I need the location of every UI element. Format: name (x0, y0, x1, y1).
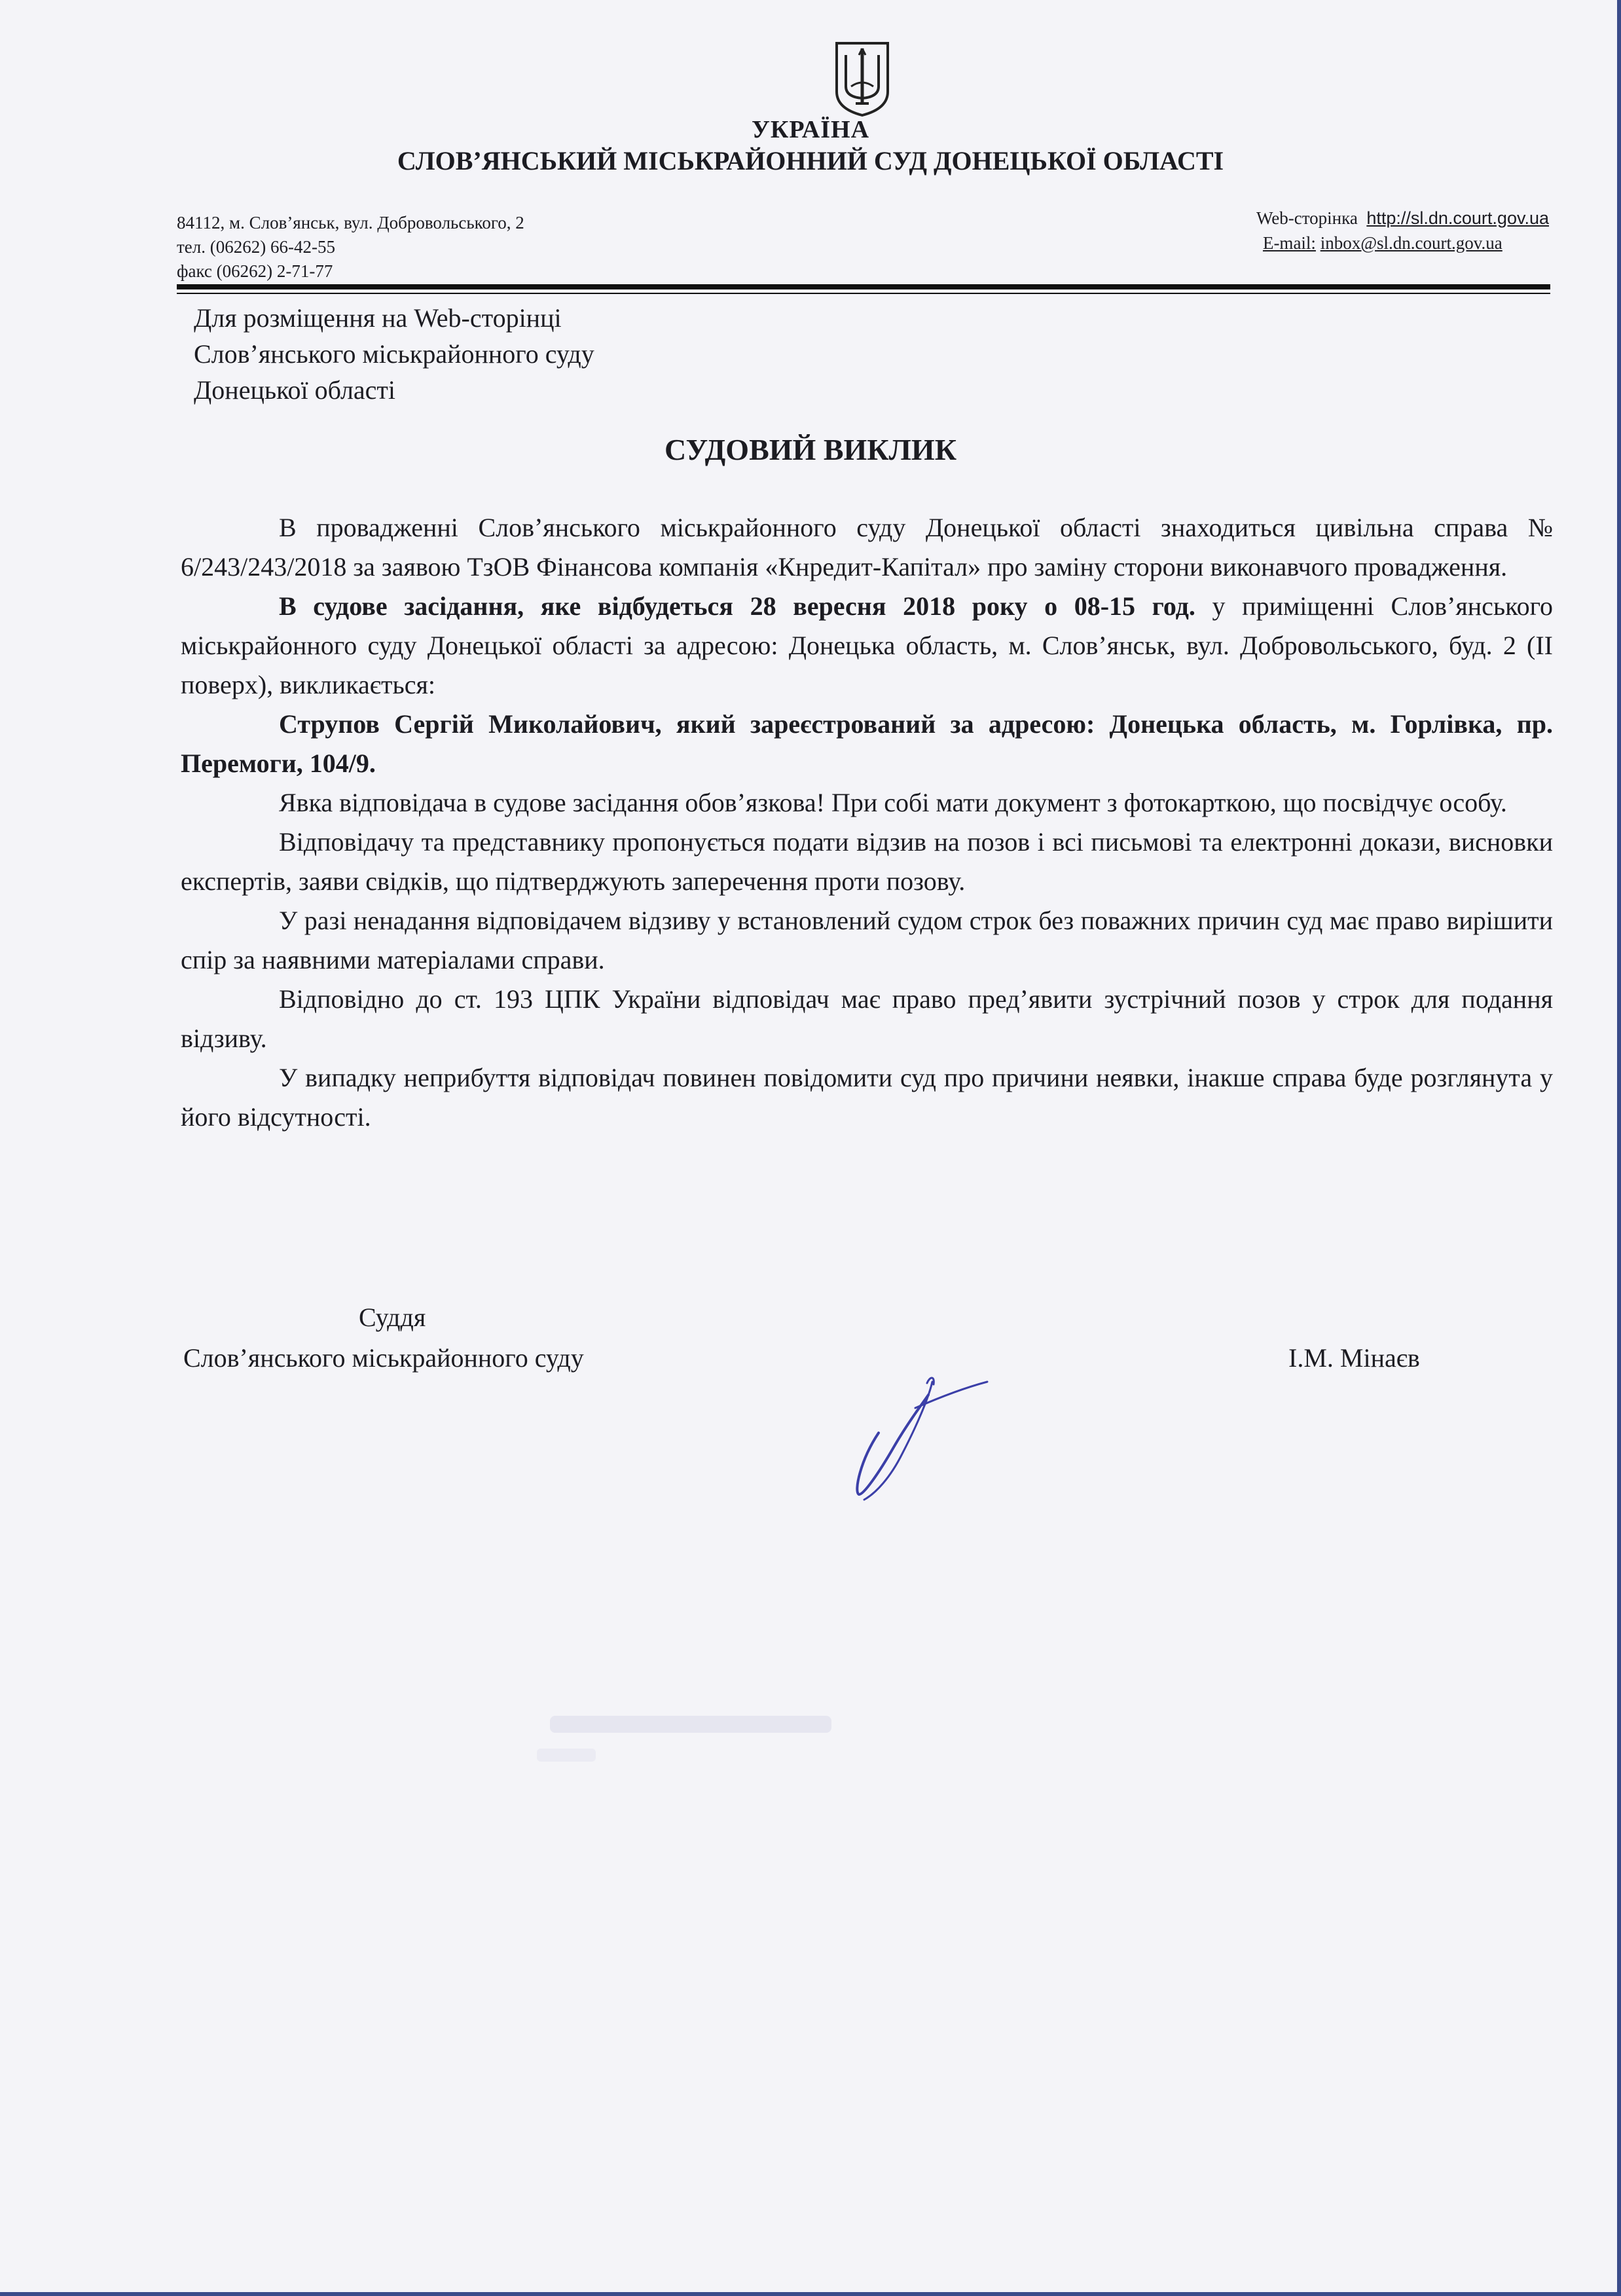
paragraph-response: Відповідачу та представнику пропонується подати відзив на позов і всі письмові та електронні докази, висновки експертів, заяви свідків, що підтверджують заперечення проти позову. (181, 827, 1553, 896)
placement-note (194, 300, 594, 408)
web-link[interactable]: http://sl.dn.court.gov.ua (1366, 208, 1549, 228)
judge-name: І.М. Мінаєв (1288, 1343, 1420, 1373)
placement-line-1: Для розміщення на Web-сторінці (194, 303, 562, 333)
placement-line-2: Слов’янського міськрайонного суду (194, 339, 594, 369)
court-phone: тел. (06262) 66-42-55 (177, 237, 335, 257)
header-divider-thick (177, 284, 1550, 289)
summoned-person-bold: Струпов Сергій Миколайович, який зареєстрований за адресою: Донецька область, м. Горлівка, пр. Перемоги, 104/9. (181, 709, 1553, 778)
email-link[interactable]: inbox@sl.dn.court.gov.ua (1320, 233, 1503, 253)
web-line (1256, 206, 1549, 231)
header-country: УКРАЇНА (751, 116, 870, 143)
scan-edge-right (1617, 0, 1621, 2296)
document-title: СУДОВИЙ ВИКЛИК (664, 433, 957, 466)
paragraph-summoned-person (181, 705, 1553, 783)
court-address: 84112, м. Слов’янськ, вул. Добровольського, 2 (177, 213, 524, 232)
paragraph-case: В провадженні Слов’янського міськрайонного суду Донецької області знаходиться цивільна справа № 6/243/243/2018 за заявою ТзОВ Фінансова компанія «Кнредит-Капітал» про заміну сторони виконавчого провадження. (181, 513, 1553, 582)
hearing-location: у приміщенні Слов’янського міськрайонного суду Донецької області за адресою: Донецька область, м. Слов’янськ, вул. Добровольського, буд. 2 (ІІ поверх), викликається: (181, 591, 1553, 699)
paragraph-attendance: Явка відповідача в судове засідання обов’язкова! При собі мати документ з фотокарткою, що посвідчує особу. (279, 788, 1507, 817)
judge-court: Слов’янського міськрайонного суду (183, 1343, 584, 1373)
paragraph-no-response: У разі ненадання відповідачем відзиву у встановлений судом строк без поважних причин суд має право вирішити спір за наявними матеріалами справи. (181, 906, 1553, 974)
hearing-date-bold: В судове засідання, яке відбудеться 28 вересня 2018 року о 08-15 год. (279, 591, 1195, 621)
email-line (1256, 231, 1549, 255)
paragraph-hearing (181, 587, 1553, 705)
handwritten-signature (825, 1356, 995, 1513)
scan-edge-bottom (0, 2292, 1621, 2296)
court-fax: факс (06262) 2-71-77 (177, 261, 333, 281)
web-label: Web-сторінка (1256, 208, 1358, 228)
header-divider-thin (177, 293, 1550, 294)
contact-block-right (1256, 206, 1549, 255)
faint-stamp-trace (537, 1703, 851, 1775)
document-body (181, 508, 1553, 1137)
paragraph-counterclaim: Відповідно до ст. 193 ЦПК України відповідач має право пред’явити зустрічний позов у строк для подання відзиву. (181, 984, 1553, 1053)
trident-emblem-icon (833, 41, 892, 118)
paragraph-absence: У випадку неприбуття відповідач повинен повідомити суд про причини неявки, інакше справа буде розглянута у його відсутності. (181, 1063, 1553, 1132)
judge-title: Суддя (359, 1303, 426, 1332)
email-label: E-mail: (1262, 233, 1316, 253)
placement-line-3: Донецької області (194, 375, 396, 405)
contact-block-left (177, 211, 524, 284)
header-court-name: СЛОВ’ЯНСЬКИЙ МІСЬКРАЙОННИЙ СУД ДОНЕЦЬКОЇ ОБЛАСТІ (397, 146, 1224, 176)
